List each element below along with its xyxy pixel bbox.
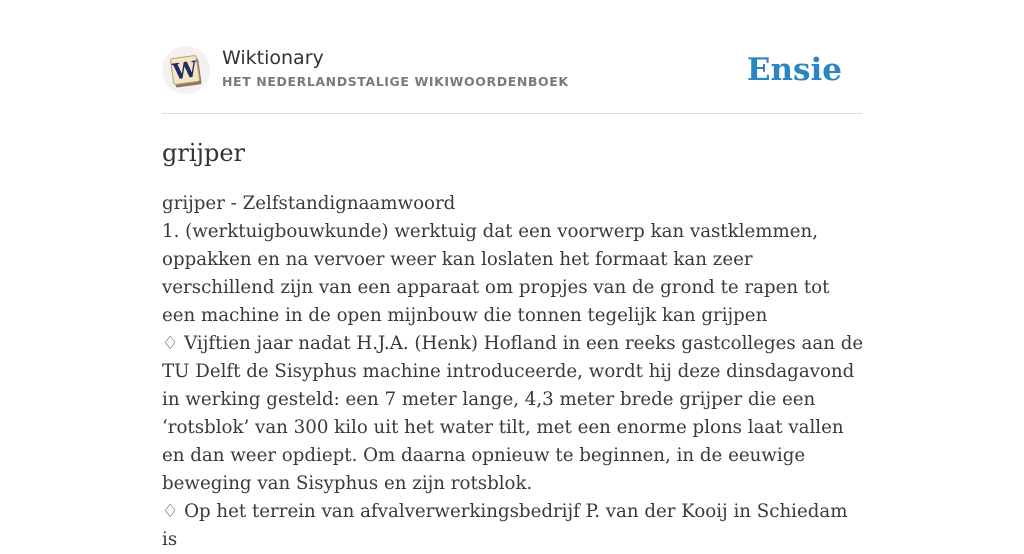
- site-subtitle: HET NEDERLANDSTALIGE WIKIWOORDENBOEK: [222, 74, 569, 89]
- entry-heading-line: grijper - Zelfstandignaamwoord: [162, 193, 456, 214]
- svg-text:W: W: [171, 56, 200, 86]
- site-header: [162, 46, 862, 94]
- example-sentence: ♢ Vijftien jaar nadat H.J.A. (Henk) Hofland in een reeks gastcolleges aan de TU Delft de Sisyphus machine introduceerde, wordt hij deze dinsdagavond in werking gesteld: een 7 meter lange, 4,3 meter brede grijper die een ‘rotsblok’ van 300 kilo uit het water tilt, met een enorme plons laat vallen en dan weer opdiept. Om daarna opnieuw te beginnen, in de eeuwige beweging van Sisyphus en zijn rotsblok.: [162, 333, 864, 494]
- example-sentence: ♢ Op het terrein van afvalverwerkingsbedrijf P. van der Kooij in Schiedam is: [162, 501, 848, 550]
- wiktionary-logo-icon[interactable]: [162, 46, 210, 94]
- header-divider: [162, 113, 862, 114]
- entry-content: [162, 190, 864, 554]
- ensie-brand-link[interactable]: Ensie: [746, 52, 842, 88]
- definition-text: 1. (werktuigbouwkunde) werktuig dat een voorwerp kan vastklemmen, oppakken en na vervoer weer kan loslaten het formaat kan zeer verschillend zijn van een apparaat om propjes van de grond te rapen tot een machine in de open mijnbouw die tonnen tegelijk kan grijpen: [162, 221, 830, 326]
- page-title: grijper: [162, 139, 245, 167]
- site-title[interactable]: Wiktionary: [222, 47, 324, 69]
